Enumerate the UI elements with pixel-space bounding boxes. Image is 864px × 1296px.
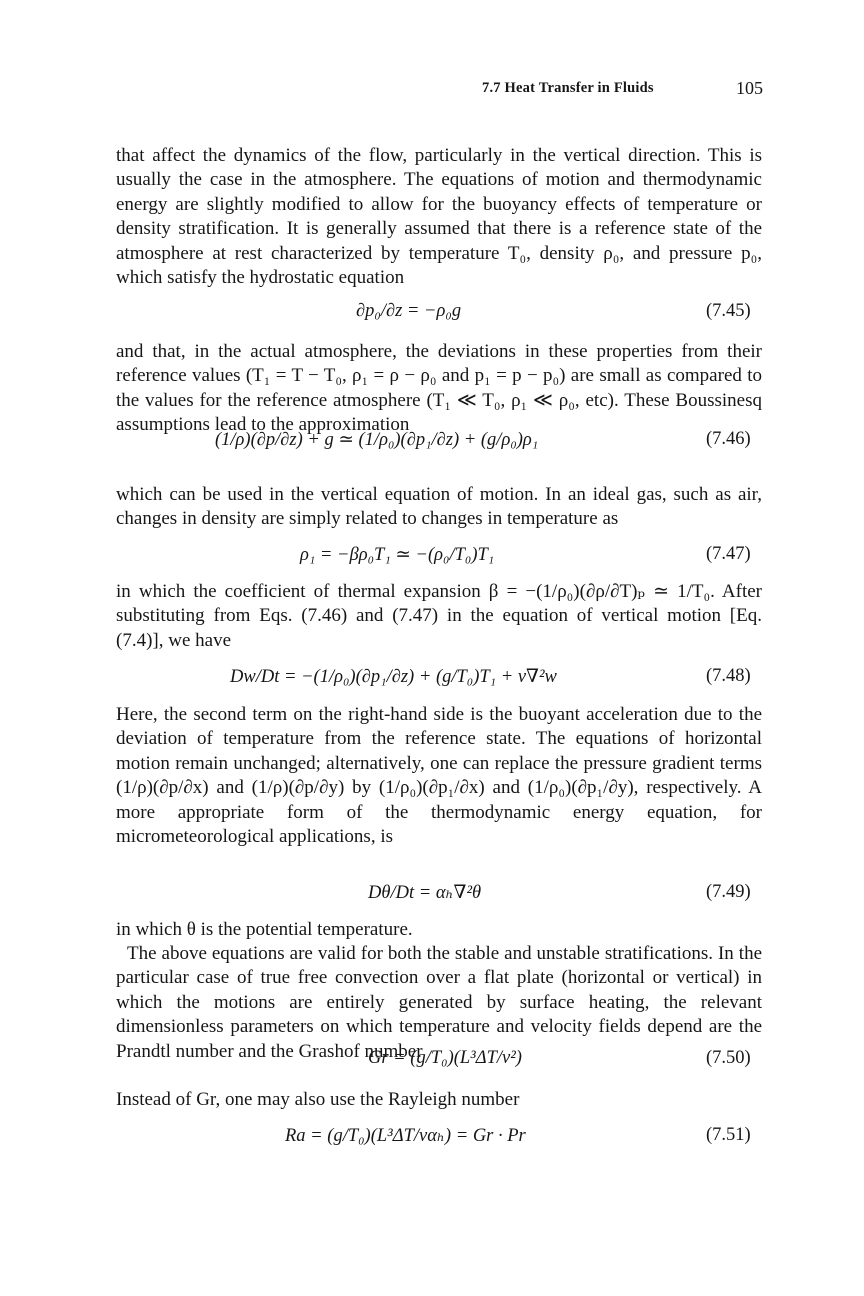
paragraph-3: which can be used in the vertical equation of motion. In an ideal gas, such as air, changes in density are simply related to changes in temperature as: [116, 484, 762, 530]
paragraph-2: and that, in the actual atmosphere, the deviations in these properties from their reference values (T₁ = T − T₀, ρ₁ = ρ − ρ₀ and p₁ = p − p₀) are small as compared to the values for the reference atmosphere (T₁ ≪ T₀, ρ₁ ≪ ρ₀, etc). These Boussinesq assumptions lead to the approximation: [116, 341, 762, 436]
equation-number-7-47: (7.47): [706, 544, 751, 564]
equation-7-48: Dw/Dt = −(1/ρ₀)(∂p₁/∂z) + (g/T₀)T₁ + ν∇²w: [230, 667, 557, 687]
equation-7-49: Dθ/Dt = αₕ∇²θ: [368, 883, 482, 903]
page-number: 105: [736, 78, 763, 98]
equation-number-7-51: (7.51): [706, 1125, 751, 1145]
equation-7-51: Ra = (g/T₀)(L³ΔT/ναₕ) = Gr · Pr: [285, 1126, 526, 1146]
equation-7-47: ρ₁ = −βρ₀T₁ ≃ −(ρ₀/T₀)T₁: [300, 545, 495, 565]
paragraph-8: Instead of Gr, one may also use the Rayleigh number: [116, 1089, 520, 1110]
equation-number-7-50: (7.50): [706, 1048, 751, 1068]
equation-number-7-48: (7.48): [706, 666, 751, 686]
equation-number-7-46: (7.46): [706, 429, 751, 449]
paragraph-1: that affect the dynamics of the flow, particularly in the vertical direction. This is usually the case in the atmosphere. The equations of motion and thermodynamic energy are slightly modified to allow for the buoyancy effects of temperature or density stratification. It is generally assumed that there is a reference state of the atmosphere at rest characterized by temperature T₀, density ρ₀, and pressure p₀, which satisfy the hydrostatic equation: [116, 145, 762, 289]
equation-number-7-45: (7.45): [706, 301, 751, 321]
paragraph-5: Here, the second term on the right-hand side is the buoyant acceleration due to the deviation of temperature from the reference state. The equations of horizontal motion remain unchanged; alternatively, one can replace the pressure gradient terms (1/ρ)(∂p/∂x) and (1/ρ)(∂p/∂y) by (1/ρ₀)(∂p₁/∂x) and (1/ρ₀)(∂p₁/∂y), respectively. A more appropriate form of the thermodynamic energy equation, for micrometeorological applications, is: [116, 704, 762, 848]
paragraph-7: The above equations are valid for both the stable and unstable stratifications. In the particular case of true free convection over a flat plate (horizontal or vertical) in which the motions are entirely generated by surface heating, the relevant dimensionless parameters on which temperature and velocity fields depend are the Prandtl number and the Grashof number: [116, 943, 762, 1062]
equation-7-50: Gr = (g/T₀)(L³ΔT/ν²): [368, 1048, 522, 1068]
paragraph-6: in which θ is the potential temperature.: [116, 919, 413, 940]
paragraph-4: in which the coefficient of thermal expansion β = −(1/ρ₀)(∂ρ/∂T)ₚ ≃ 1/T₀. After substituting from Eqs. (7.46) and (7.47) in the equation of vertical motion [Eq. (7.4)], we have: [116, 581, 762, 651]
running-header: 7.7 Heat Transfer in Fluids: [482, 80, 654, 96]
equation-7-46: (1/ρ)(∂p/∂z) + g ≃ (1/ρ₀)(∂p₁/∂z) + (g/ρ₀)ρ₁: [215, 430, 539, 450]
equation-number-7-49: (7.49): [706, 882, 751, 902]
equation-7-45: ∂p₀/∂z = −ρ₀g: [356, 301, 462, 321]
